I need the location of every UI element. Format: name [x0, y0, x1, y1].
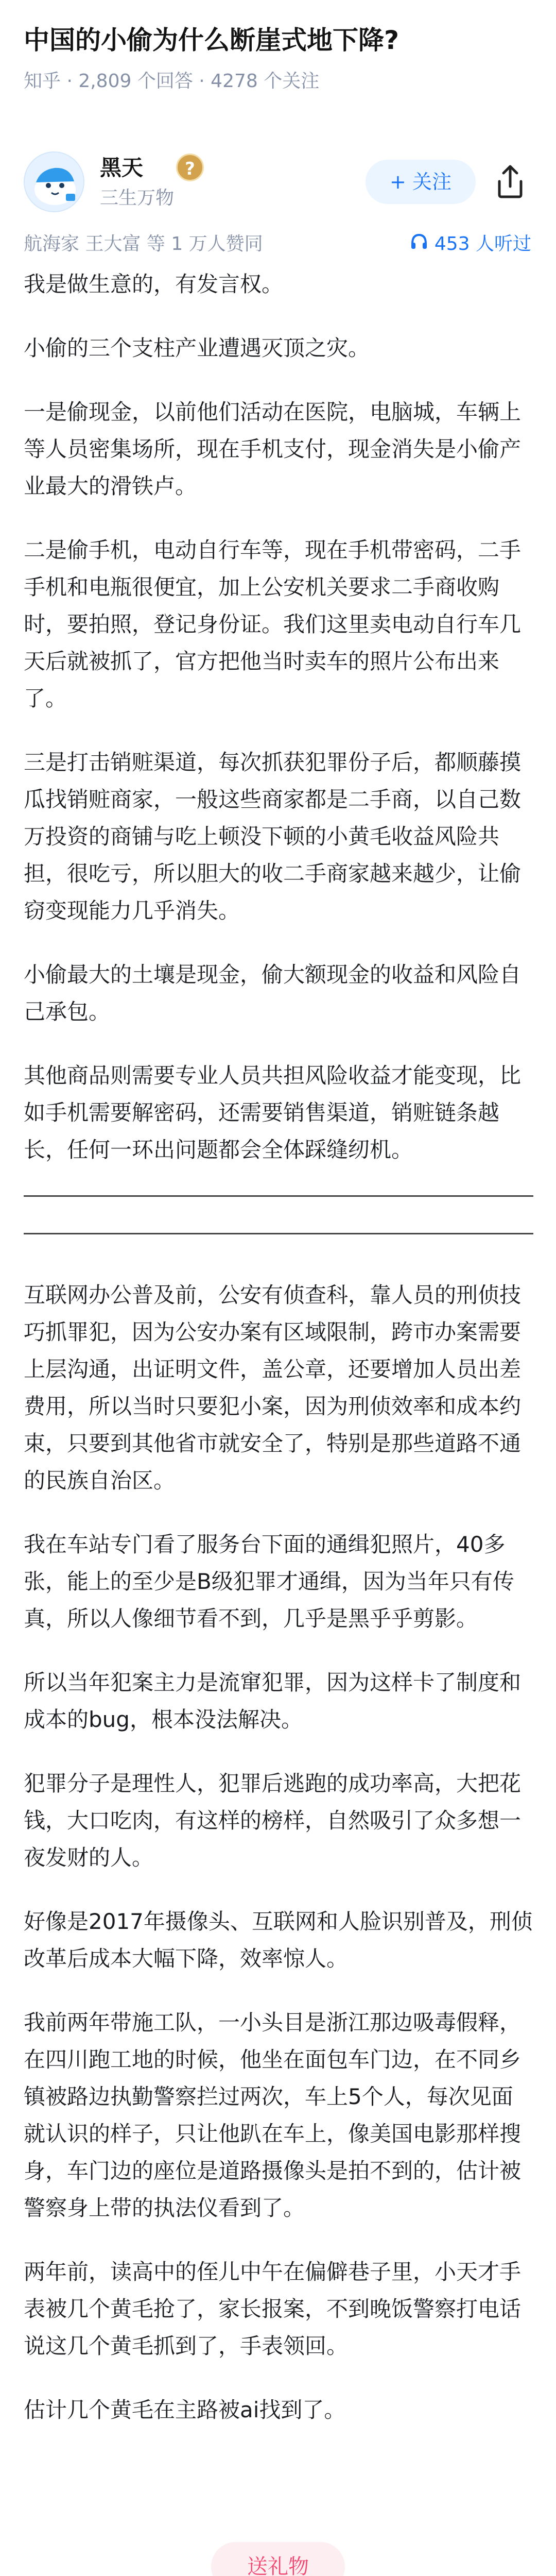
answer-paragraph: 我是做生意的，有发言权。 [24, 272, 284, 297]
answer-paragraph: 小偷最大的土壤是现金，偷大额现金的收益和风险自己承包。 [24, 962, 522, 1024]
answer-paragraph: 犯罪分子是理性人，犯罪后逃跑的成功率高，大把花钱，大口吃肉，有这样的榜样，自然吸引了众多想一夜发财的人。 [24, 1771, 522, 1870]
answer-paragraph: 好像是2017年摄像头、互联网和人脸识别普及，刑侦改革后成本大幅下降，效率惊人。 [24, 1909, 533, 1971]
answer-paragraph: 我前两年带施工队，一小头目是浙江那边吸毒假释，在四川跑工地的时候，他坐在面包车门边，在不同乡镇被路边执勤警察拦过两次，车上5个人，每次见面就认识的样子，只让他趴在车上，像美国电影那样搜身，车门边的座位是道路摄像头是拍不到的，估计被警察身上带的执法仪看到了。 [24, 2010, 522, 2221]
question-title[interactable]: 中国的小偷为什么断崖式地下降? [24, 25, 399, 55]
headphones-icon [410, 232, 428, 258]
answer-paragraph: 两年前，读高中的侄儿中午在偏僻巷子里，小天才手表被几个黄毛抢了，家长报案，不到晚饭警察打电话说这几个黄毛抓到了，手表领回。 [24, 2259, 522, 2359]
follow-button[interactable]: + 关注 [366, 160, 476, 204]
listen-count[interactable] [410, 232, 531, 258]
answer-paragraph: 其他商品则需要专业人员共担风险收益才能变现，比如手机需要解密码，还需要销售渠道，销赃链条越长，任何一环出问题都会全体踩缝纫机。 [24, 1063, 522, 1162]
avatar[interactable] [24, 151, 84, 212]
author-header [24, 149, 533, 219]
divider [24, 1195, 533, 1197]
send-gift-button[interactable]: 送礼物 [211, 2542, 345, 2576]
author-subtitle: 三生万物 [100, 188, 175, 209]
question-meta: 知乎 · 2,809 个回答 · 4278 个关注 [24, 71, 320, 92]
author-name[interactable]: 黑天 [100, 155, 144, 180]
listen-count-label: 453 人听过 [434, 233, 531, 255]
answer-paragraph: 二是偷手机，电动自行车等，现在手机带密码，二手手机和电瓶很便宜，加上公安机关要求二手商收购时，要拍照，登记身份证。我们这里卖电动自行车几天后就被抓了，官方把他当时卖车的照片公布出来了。 [24, 537, 522, 711]
answer-body [24, 266, 533, 2455]
answer-paragraph: 小偷的三个支柱产业遭遇灭顶之灾。 [24, 335, 370, 361]
answer-paragraph: 估计几个黄毛在主路被ai找到了。 [24, 2397, 346, 2422]
voters-line[interactable]: 航海家 王大富 等 1 万人赞同 [24, 233, 263, 255]
badge-icon[interactable]: ? [176, 154, 204, 181]
answer-paragraph: 互联网办公普及前，公安有侦查科，靠人员的刑侦技巧抓罪犯，因为公安办案有区域限制，跨市办案需要上层沟通，出证明文件，盖公章，还要增加人员出差费用，所以当时只要犯小案，因为刑侦效率和成本约束，只要到其他省市就安全了，特别是那些道路不通的民族自治区。 [24, 1282, 522, 1493]
answer-paragraph: 我在车站专门看了服务台下面的通缉犯照片，40多张，能上的至少是B级犯罪才通缉，因为当年只有传真，所以人像细节看不到，几乎是黑乎乎剪影。 [24, 1532, 514, 1631]
answer-paragraph: 三是打击销赃渠道，每次抓获犯罪份子后，都顺藤摸瓜找销赃商家，一般这些商家都是二手商，以自己数万投资的商铺与吃上顿没下顿的小黄毛收益风险共担，很吃亏，所以胆大的收二手商家越来越少，让偷窃变现能力几乎消失。 [24, 750, 522, 923]
answer-paragraph: 所以当年犯案主力是流窜犯罪，因为这样卡了制度和成本的bug，根本没法解决。 [24, 1670, 522, 1732]
divider [24, 1233, 533, 1234]
share-icon[interactable] [490, 162, 530, 202]
answer-paragraph: 一是偷现金，以前他们活动在医院，电脑城，车辆上等人员密集场所，现在手机支付，现金消失是小偷产业最大的滑铁卢。 [24, 399, 522, 499]
